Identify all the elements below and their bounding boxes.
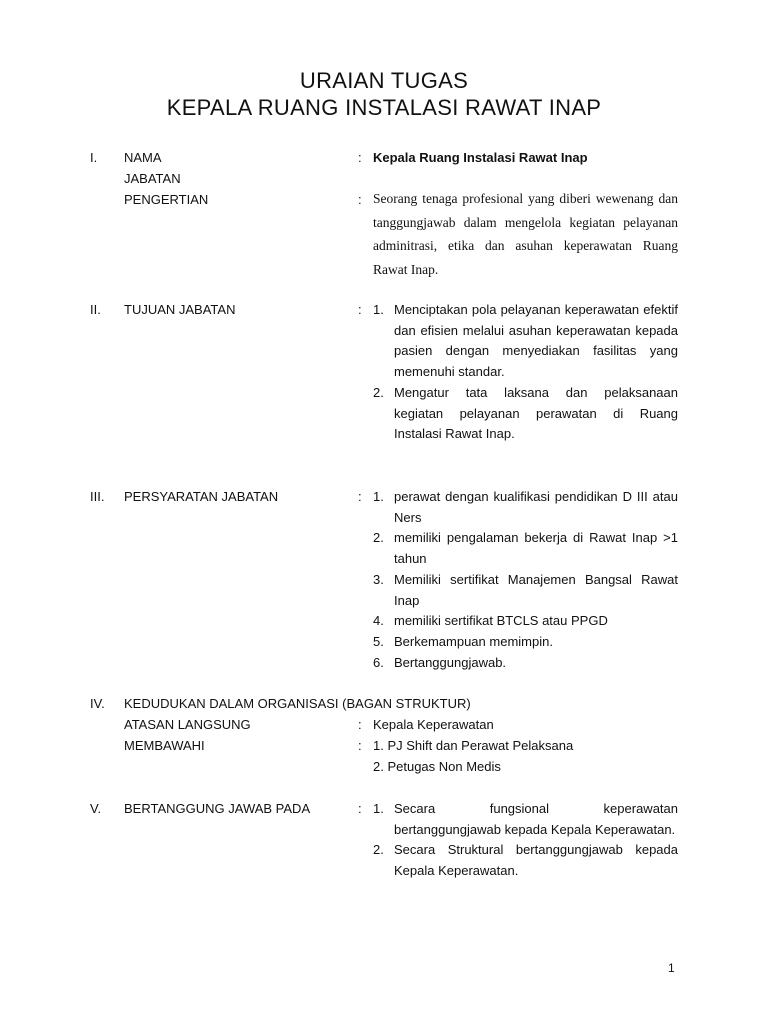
section-label: PERSYARATAN JABATAN: [124, 489, 279, 504]
atasan-label: ATASAN LANGSUNG: [124, 717, 251, 732]
item-number: 2.: [373, 842, 384, 858]
page-number: 1: [668, 961, 675, 975]
colon: :: [358, 192, 362, 207]
persyaratan-list: [373, 487, 678, 673]
colon: :: [358, 801, 362, 816]
section-label: BERTANGGUNG JAWAB PADA: [124, 801, 311, 816]
list-item: [373, 383, 678, 445]
list-item: [373, 528, 678, 569]
membawahi-label: MEMBAWAHI: [124, 738, 205, 753]
section-label: KEDUDUKAN DALAM ORGANISASI (BAGAN STRUKTUR): [124, 696, 471, 711]
item-text: Berkemampuan memimpin.: [394, 633, 553, 649]
bertanggung-list: [373, 799, 678, 882]
section-number: III.: [90, 489, 105, 504]
pengertian-value: Seorang tenaga profesional yang diberi wewenang dan tanggungjawab dalam mengelola kegiatan pelayanan adminitrasi, etika dan asuhan keperawatan Ruang Rawat Inap.: [373, 191, 678, 277]
list-item: [373, 487, 678, 528]
list-item: [373, 840, 678, 881]
membawahi-list: [373, 736, 678, 777]
section-label: NAMA JABATAN: [124, 150, 181, 186]
section-label: TUJUAN JABATAN: [124, 302, 236, 317]
item-text: Bertanggungjawab.: [394, 654, 507, 670]
item-number: 4.: [373, 613, 384, 629]
colon: :: [358, 150, 362, 165]
item-number: 6.: [373, 654, 384, 670]
list-item: [373, 799, 678, 840]
item-text: memiliki pengalaman bekerja di Rawat Inap >1 tahun: [394, 530, 678, 567]
item-text: Menciptakan pola pelayanan keperawatan efektif dan efisien melalui asuhan keperawatan kepada pasien dengan menyediakan fasilitas yang memenuhi standar.: [394, 302, 678, 380]
item-number: 3.: [373, 571, 384, 587]
item-number: 5.: [373, 633, 384, 649]
list-item: [373, 653, 678, 674]
colon: :: [358, 717, 362, 732]
doc-title-line2: KEPALA RUANG INSTALASI RAWAT INAP: [166, 95, 602, 120]
item-text: Memiliki sertifikat Manajemen Bangsal Rawat Inap: [394, 571, 678, 608]
item-text: Mengatur tata laksana dan pelaksanaan kegiatan pelayanan perawatan di Ruang Instalasi Rawat Inap.: [394, 384, 678, 442]
item-number: 1.: [373, 302, 384, 317]
section-number: IV.: [90, 696, 105, 711]
tujuan-list: [373, 300, 678, 445]
colon: :: [358, 489, 362, 504]
list-item: 2. Petugas Non Medis: [373, 758, 501, 774]
atasan-value: Kepala Keperawatan: [373, 717, 494, 732]
nama-jabatan-value: Kepala Ruang Instalasi Rawat Inap: [373, 150, 588, 165]
doc-title-line1: URAIAN TUGAS: [299, 68, 469, 93]
colon: :: [358, 302, 362, 317]
section-number: V.: [90, 801, 102, 816]
item-number: 1.: [373, 801, 384, 816]
list-item: [373, 300, 678, 383]
section-number: I.: [90, 150, 98, 165]
item-text: memiliki sertifikat BTCLS atau PPGD: [394, 613, 608, 629]
list-item: [373, 632, 678, 653]
section-number: II.: [90, 302, 101, 317]
item-number: 2.: [373, 530, 384, 546]
item-text: Secara Struktural bertanggungjawab kepada Kepala Keperawatan.: [394, 842, 678, 879]
section-label: PENGERTIAN: [124, 192, 209, 207]
list-item: [373, 570, 678, 611]
item-number: 1.: [373, 489, 384, 504]
item-text: Secara fungsional keperawatan bertanggungjawab kepada Kepala Keperawatan.: [394, 801, 678, 837]
list-item: [373, 611, 678, 632]
item-number: 2.: [373, 384, 384, 400]
item-text: perawat dengan kualifikasi pendidikan D III atau Ners: [394, 489, 678, 525]
list-item: 1. PJ Shift dan Perawat Pelaksana: [373, 738, 574, 753]
colon: :: [358, 738, 362, 753]
